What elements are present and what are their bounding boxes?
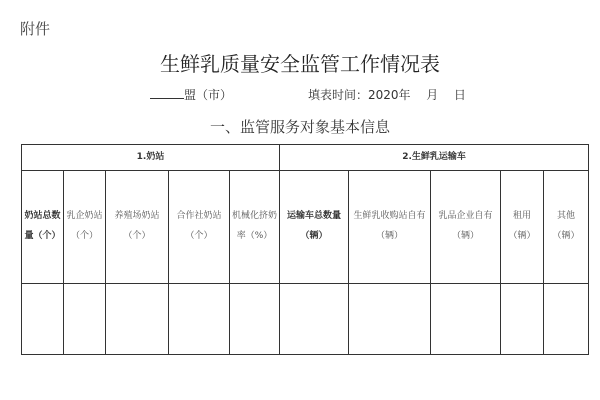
- region-blank[interactable]: [150, 86, 184, 99]
- column-header-row: [22, 171, 589, 284]
- table-cell[interactable]: [280, 284, 349, 355]
- day-label: 日: [453, 88, 466, 102]
- col-header-total-vehicles: 运输车总数量（辆）: [280, 171, 349, 284]
- group-header-row: [22, 145, 589, 171]
- info-table: [21, 144, 589, 355]
- table-row: [22, 284, 589, 355]
- region-line: [150, 86, 232, 103]
- col-header-dairy-company-stations: 乳企奶站（个）: [64, 171, 106, 284]
- table-cell[interactable]: [22, 284, 64, 355]
- table-cell[interactable]: [544, 284, 589, 355]
- col-header-total-stations: 奶站总数量（个）: [22, 171, 64, 284]
- table-cell[interactable]: [106, 284, 169, 355]
- table-cell[interactable]: [64, 284, 106, 355]
- table-cell[interactable]: [230, 284, 280, 355]
- table-cell[interactable]: [349, 284, 431, 355]
- group-header-milk-stations: 1.奶站: [22, 145, 280, 171]
- col-header-mechanized-milking-rate: 机械化挤奶率（%）: [230, 171, 280, 284]
- col-header-farm-stations: 养殖场奶站（个）: [106, 171, 169, 284]
- group-header-transport-vehicles: 2.生鲜乳运输车: [280, 145, 589, 171]
- table-cell[interactable]: [169, 284, 230, 355]
- col-header-dairy-enterprise-owned: 乳品企业自有（辆）: [431, 171, 501, 284]
- table-cell[interactable]: [431, 284, 501, 355]
- col-header-coop-stations: 合作社奶站（个）: [169, 171, 230, 284]
- col-header-rented: 租用（辆）: [501, 171, 544, 284]
- col-header-collection-station-owned: 生鲜乳收购站自有（辆）: [349, 171, 431, 284]
- attachment-label: 附件: [20, 20, 51, 38]
- month-label: 月: [426, 88, 439, 102]
- col-header-other: 其他（辆）: [544, 171, 589, 284]
- page-title: 生鲜乳质量安全监管工作情况表: [160, 52, 440, 76]
- table-cell[interactable]: [501, 284, 544, 355]
- section-title: 一、监管服务对象基本信息: [209, 118, 390, 136]
- fill-time-label: 填表时间：2020年: [308, 88, 411, 102]
- fill-time-line: [308, 86, 466, 103]
- region-suffix: 盟（市）: [184, 88, 233, 102]
